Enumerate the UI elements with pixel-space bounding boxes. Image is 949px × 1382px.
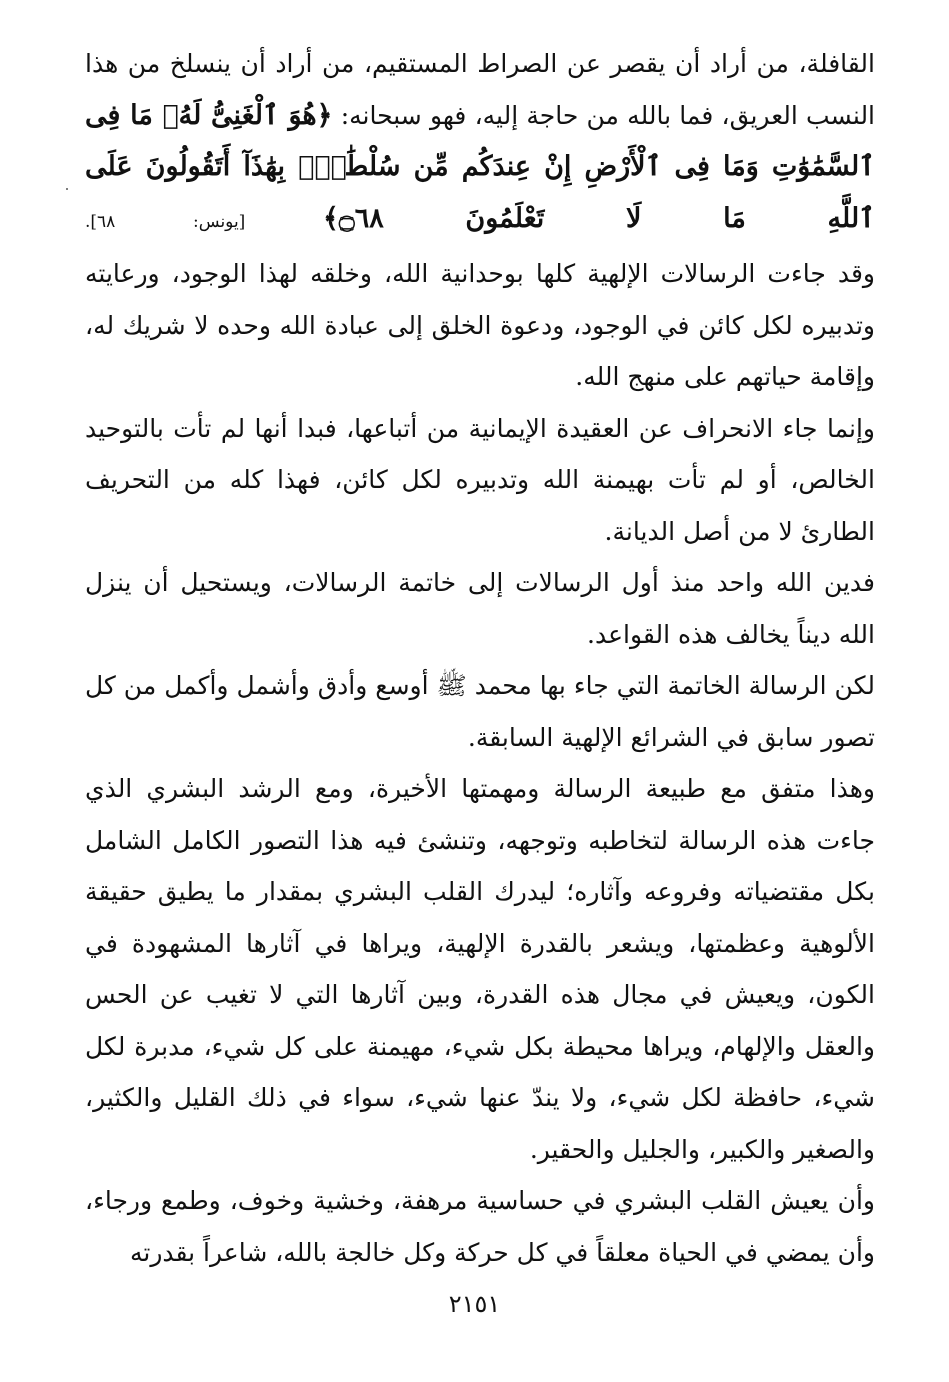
paragraph-1 (85, 38, 875, 248)
page-number: ٢١٥١ (448, 1290, 501, 1318)
paragraph-1-text: القافلة، من أراد أن يقصر عن الصراط المستقيم، من أراد أن ينسلخ من هذا النسب العريق، فما بالله من حاجة إليه، فهو سبحانه: (85, 49, 876, 130)
paragraph-6: وهذا متفق مع طبيعة الرسالة ومهمتها الأخيرة، ومع الرشد البشري الذي جاءت هذه الرسالة لتخاطبه وتوجهه، وتنشئ فيه هذا التصور الكامل الشامل بكل مقتضياته وفروعه وآثاره؛ ليدرك القلب البشري بمقدار ما يطيق حقيقة الألوهية وعظمتها، ويشعر بالقدرة الإلهية، ويراها في آثارها المشهودة في الكون، ويعيش في مجال هذه القدرة، وبين آثارها التي لا تغيب عن الحس والعقل والإلهام، ويراها محيطة بكل شيء، مهيمنة على كل شيء، مدبرة لكل شيء، حافظة لكل شيء، ولا يندّ عنها شيء، سواء في ذلك القليل والكثير، والصغير والكبير، والجليل والحقير. (85, 774, 875, 1164)
paragraph-2: وقد جاءت الرسالات الإلهية كلها بوحدانية الله، وخلقه لهذا الوجود، ورعايته وتدبيره لكل كائن في الوجود، ودعوة الخلق إلى عبادة الله وحده لا شريك له، وإقامة حياتهم على منهج الله. (85, 259, 875, 391)
body-text (85, 38, 875, 1278)
scan-speck (66, 188, 68, 190)
paragraph-4: فدين الله واحد منذ أول الرسالات إلى خاتمة الرسالات، ويستحيل أن ينزل الله ديناً يخالف هذه القواعد. (85, 568, 875, 649)
quran-verse: ﴿هُوَ ٱلْغَنِىُّ لَهُۥ مَا فِى ٱلسَّمَٰوَٰتِ وَمَا فِى ٱلْأَرْضِ إِنْ عِندَكُم مِّن سُلْطَٰنٍۭ بِهَٰذَآ أَتَقُولُونَ عَلَى ٱللَّهِ مَا لَا تَعْلَمُونَ ۝٦٨﴾ (85, 99, 875, 234)
verse-reference: [يونس: ٦٨]. (85, 211, 324, 232)
paragraph-7: وأن يعيش القلب البشري في حساسية مرهفة، وخشية وخوف، وطمع ورجاء، وأن يمضي في الحياة معلقاً في كل حركة وكل خالجة بالله، شاعراً بقدرته (85, 1186, 875, 1267)
paragraph-3: وإنما جاء الانحراف عن العقيدة الإيمانية من أتباعها، فبدا أنها لم تأت بالتوحيد الخالص، أو لم تأت بهيمنة الله وتدبيره لكل كائن، فهذا كله من التحريف الطارئ لا من أصل الديانة. (85, 413, 875, 546)
paragraph-5: لكن الرسالة الخاتمة التي جاء بها محمد ﷺ أوسع وأدق وأشمل وأكمل من كل تصور سابق في الشرائع الإلهية السابقة. (85, 671, 875, 752)
